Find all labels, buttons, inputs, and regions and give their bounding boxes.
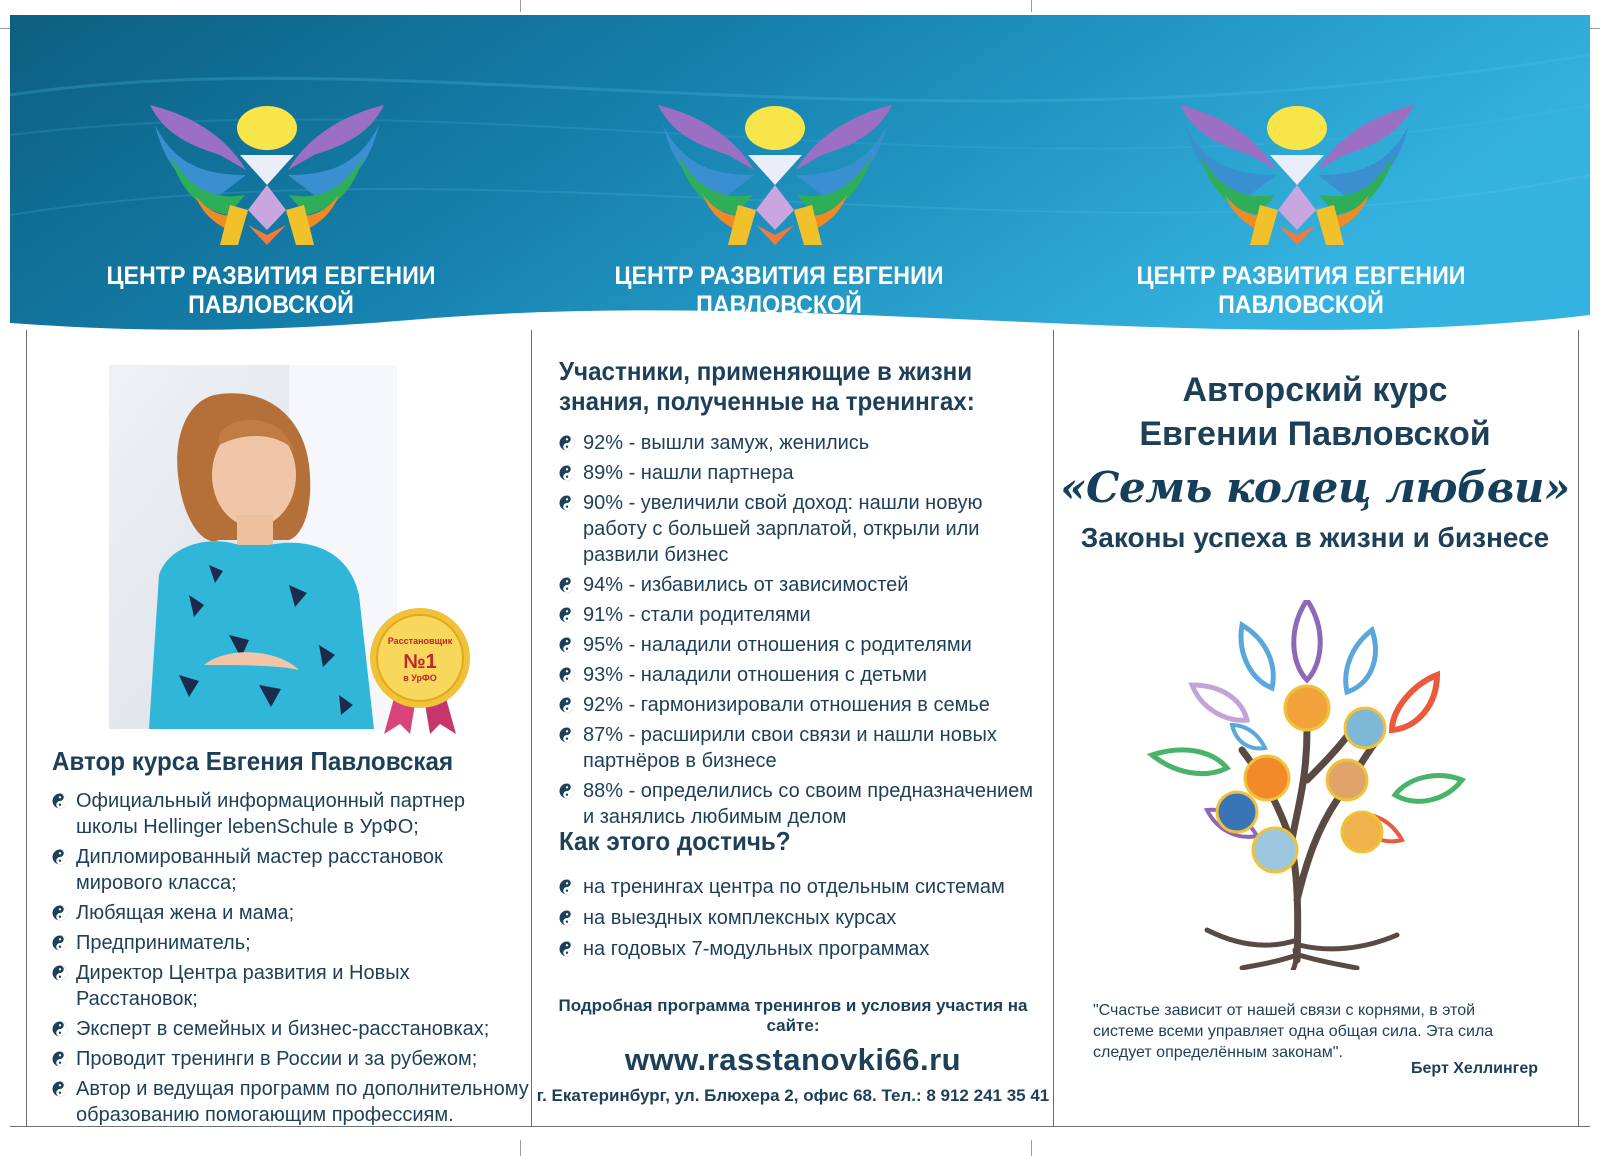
list-item	[52, 1076, 530, 1128]
yin-yang-bullet-icon	[52, 965, 68, 981]
logo-block-1	[10, 15, 532, 350]
crop-mark	[1031, 1140, 1032, 1156]
yin-yang-bullet-icon	[559, 435, 575, 451]
logo-block-3	[1040, 15, 1562, 350]
details-intro: Подробная программа тренингов и условия участия на сайте:	[558, 996, 1028, 1035]
course-subtitle: Законы успеха в жизни и бизнесе	[1080, 522, 1550, 553]
yin-yang-bullet-icon	[559, 607, 575, 623]
how-list	[559, 874, 1039, 967]
list-item-text: Любящая жена и мама;	[76, 902, 295, 924]
crop-mark	[1031, 0, 1032, 12]
list-item	[52, 900, 530, 926]
list-item	[559, 662, 1039, 688]
crop-mark	[0, 28, 10, 29]
list-item-text: Проводит тренинги в России и за рубежом;	[76, 1048, 478, 1070]
list-item-text: 92% - гармонизировали отношения в семье	[583, 694, 990, 716]
course-label: Авторский курс	[1182, 371, 1448, 409]
author-credentials-list	[52, 788, 530, 1132]
yin-yang-bullet-icon	[559, 637, 575, 653]
how-title: Как этого достичь?	[559, 826, 791, 856]
quote-author: Берт Хеллингер	[1411, 1060, 1538, 1077]
address-phone: г. Екатеринбург, ул. Блюхера 2, офис 68. Тел.: 8 912 241 35 41	[536, 1086, 1050, 1105]
yin-yang-bullet-icon	[52, 935, 68, 951]
yin-yang-bullet-icon	[559, 495, 575, 511]
course-heading	[1055, 368, 1575, 558]
list-item	[52, 1016, 530, 1042]
yin-yang-bullet-icon	[559, 941, 575, 957]
list-item	[52, 788, 530, 840]
angel-logo-icon	[1180, 95, 1414, 245]
yin-yang-bullet-icon	[52, 793, 68, 809]
yin-yang-bullet-icon	[559, 465, 575, 481]
list-item-text: Директор Центра развития и Новых Расстановок;	[76, 962, 410, 1010]
list-item	[559, 692, 1039, 718]
course-name: «Семь колец любви»	[1060, 463, 1570, 512]
list-item-text: на выездных комплексных курсах	[583, 907, 897, 929]
list-item	[52, 960, 530, 1012]
list-item-text: Предприниматель;	[76, 932, 251, 954]
seal-badge	[366, 606, 474, 736]
yin-yang-bullet-icon	[559, 667, 575, 683]
angel-logo-icon	[150, 95, 384, 245]
yin-yang-bullet-icon	[52, 849, 68, 865]
author-photo	[109, 365, 397, 729]
list-item-text: на тренингах центра по отдельным системам	[583, 876, 1005, 898]
list-item	[52, 930, 530, 956]
yin-yang-bullet-icon	[559, 577, 575, 593]
list-item-text: 93% - наладили отношения с детьми	[583, 664, 927, 686]
list-item	[559, 874, 1039, 900]
list-item-text: 88% - определились со своим предназначением и занялись любимым делом	[583, 780, 1034, 828]
tree-of-life-icon	[1147, 600, 1467, 970]
yin-yang-bullet-icon	[559, 910, 575, 926]
website-link[interactable]: www.rasstanovki66.ru	[624, 1042, 962, 1077]
list-item	[559, 430, 1039, 456]
list-item-text: 94% - избавились от зависимостей	[583, 574, 909, 596]
participants-title-line: знания, полученные на тренингах:	[559, 386, 975, 416]
header-band	[10, 15, 1590, 350]
list-item	[559, 632, 1039, 658]
list-item	[559, 722, 1039, 774]
course-column	[1055, 330, 1575, 1126]
author-title: Автор курса Евгения Павловская	[52, 746, 454, 776]
author-column	[26, 330, 532, 1126]
seal-text-bottom: в УрФО	[403, 673, 437, 683]
hellinger-quote: "Счастье зависит от нашей связи с корнями, в этой системе всеми управляет одна общая сила. Эта сила следует определённым законам".	[1093, 1002, 1494, 1061]
crop-mark	[520, 0, 521, 12]
center-name: ЦЕНТР РАЗВИТИЯ ЕВГЕНИИ ПАВЛОВСКОЙ	[614, 262, 944, 319]
list-item	[559, 490, 1039, 568]
yin-yang-bullet-icon	[52, 1081, 68, 1097]
results-column	[533, 330, 1053, 1126]
list-item	[52, 844, 530, 896]
center-name: ЦЕНТР РАЗВИТИЯ ЕВГЕНИИ ПАВЛОВСКОЙ	[106, 262, 436, 319]
crop-mark	[520, 1140, 521, 1156]
participants-title-line: Участники, применяющие в жизни	[559, 356, 973, 386]
course-author: Евгении Павловской	[1139, 415, 1491, 453]
participants-title	[559, 356, 975, 416]
list-item	[559, 778, 1039, 830]
column-divider	[1578, 330, 1579, 1126]
list-item	[559, 602, 1039, 628]
list-item	[559, 460, 1039, 486]
list-item-text: Дипломированный мастер расстановок мирового класса;	[76, 846, 443, 894]
list-item	[559, 572, 1039, 598]
seal-text-main: №1	[403, 651, 437, 673]
crop-mark	[1590, 28, 1600, 29]
list-item-text: Официальный информационный партнер школы Hellinger lebenSchule в УрФО;	[76, 790, 465, 838]
yin-yang-bullet-icon	[559, 783, 575, 799]
list-item-text: 90% - увеличили свой доход: нашли новую работу с большей зарплатой, открыли или развили бизнес	[583, 492, 983, 566]
list-item-text: 95% - наладили отношения с родителями	[583, 634, 972, 656]
list-item-text: 89% - нашли партнера	[583, 462, 794, 484]
logo-block-2	[518, 15, 1040, 350]
list-item-text: 87% - расширили свои связи и нашли новых партнёров в бизнесе	[583, 724, 997, 772]
seal-text-top: Расстановщик	[387, 636, 453, 646]
list-item	[52, 1046, 530, 1072]
angel-logo-icon	[658, 95, 892, 245]
column-divider	[1053, 330, 1054, 1126]
yin-yang-bullet-icon	[559, 697, 575, 713]
yin-yang-bullet-icon	[559, 727, 575, 743]
list-item-text: Эксперт в семейных и бизнес-расстановках;	[76, 1018, 490, 1040]
list-item	[559, 905, 1039, 931]
list-item-text: на годовых 7-модульных программах	[583, 938, 930, 960]
yin-yang-bullet-icon	[559, 879, 575, 895]
participants-results-list	[559, 430, 1039, 834]
yin-yang-bullet-icon	[52, 905, 68, 921]
contact-details	[533, 996, 1053, 1106]
list-item-text: 91% - стали родителями	[583, 604, 811, 626]
center-name: ЦЕНТР РАЗВИТИЯ ЕВГЕНИИ ПАВЛОВСКОЙ	[1136, 262, 1466, 319]
yin-yang-bullet-icon	[52, 1021, 68, 1037]
list-item-text: Автор и ведущая программ по дополнительному образованию помогающим профессиям.	[76, 1078, 529, 1126]
list-item-text: 92% - вышли замуж, женились	[583, 432, 870, 454]
yin-yang-bullet-icon	[52, 1051, 68, 1067]
list-item	[559, 936, 1039, 962]
